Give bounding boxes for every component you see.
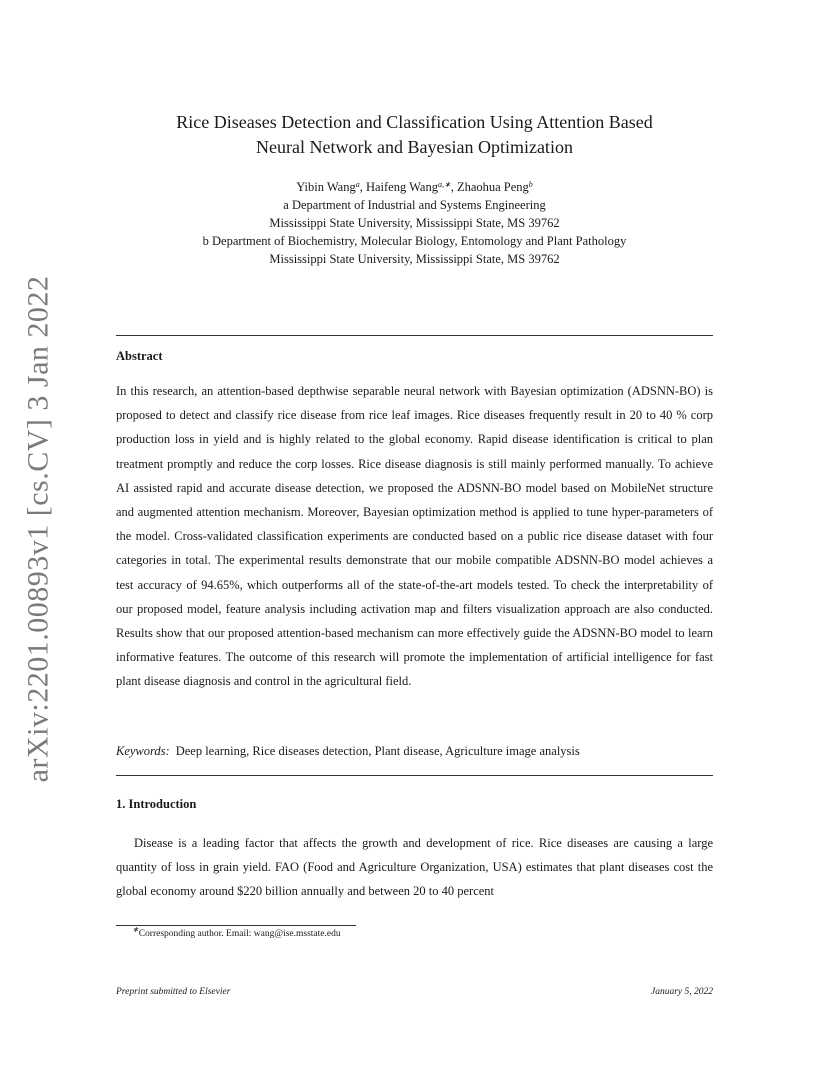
abstract-heading: Abstract [116,349,163,363]
author-3-affil: b [528,180,533,189]
keywords-line [116,744,713,759]
author-block [116,178,713,268]
author-separator: , [359,180,366,194]
affiliation-line: Mississippi State University, Mississippi State, MS 39762 [269,252,560,266]
arxiv-stamp-text: arXiv:2201.00893v1 [cs.CV] 3 Jan 2022 [21,275,54,783]
footer-date: January 5, 2022 [650,987,713,997]
footnote-text: Corresponding author. Email: wang@ise.msstate.edu [138,929,341,939]
title-line-2: Neural Network and Bayesian Optimization [256,137,573,157]
affiliation-line: Mississippi State University, Mississippi State, MS 39762 [269,216,560,230]
section-heading-introduction: 1. Introduction [116,797,197,811]
author-1: Yibin Wang [296,180,356,194]
author-separator: , [450,180,457,194]
author-2-affil: a,∗ [437,180,451,189]
footnote-rule [116,925,356,926]
author-1-affil: a [355,180,360,189]
abstract-top-rule [116,335,713,336]
author-3: Zhaohua Peng [456,180,529,194]
abstract-bottom-rule [116,775,713,776]
footnote [132,925,729,939]
affiliation-line: b Department of Biochemistry, Molecular Biology, Entomology and Plant Pathology [202,234,627,248]
author-names [116,178,713,196]
abstract-body: In this research, an attention-based depthwise separable neural network with Bayesian optimization (ADSNN-BO) is proposed to detect and classify rice disease from rice leaf images. Rice diseases frequently result in 20 to 40 % corp production loss in yield and is highly related to the global economy. Rapid disease identification is critical to plan treatment promptly and reduce the corp losses. Rice disease diagnosis is still mainly performed manually. To achieve AI assisted rapid and accurate disease detection, we proposed the ADSNN-BO model based on MobileNet structure and augmented attention mechanism. Moreover, Bayesian optimization method is applied to tune hyper-parameters of the model. Cross-validated classification experiments are conducted based on a public rice disease dataset with four categories in total. The experimental results demonstrate that our mobile compatible ADSNN-BO model achieves a test accuracy of 94.65%, which outperforms all of the state-of-the-art models tested. To check the interpretability of our proposed model, feature analysis including activation map and filters visualization approach are also conducted. Results show that our proposed attention-based mechanism can more effectively guide the ADSNN-BO model to learn informative features. The outcome of this research will promote the implementation of artificial intelligence for fast plant disease diagnosis and control in the agricultural field. [116,384,713,689]
paper-title [116,110,713,160]
title-line-1: Rice Diseases Detection and Classification Using Attention Based [176,112,653,132]
introduction-paragraph: Disease is a leading factor that affects the growth and development of rice. Rice diseases are causing a large quantity of loss in grain yield. FAO (Food and Agriculture Organization, USA) estimates that plant diseases cost the global economy around $220 billion annually and between 20 to 40 percent [116,836,713,899]
footnote-mark: ∗ [132,925,139,934]
author-2: Haifeng Wang [365,180,438,194]
arxiv-stamp [16,275,60,783]
footer-preprint-note: Preprint submitted to Elsevier [116,987,231,997]
page-footer [116,987,713,997]
keywords-text: Deep learning, Rice diseases detection, Plant disease, Agriculture image analysis [175,744,580,758]
affiliation-line: a Department of Industrial and Systems Engineering [283,198,546,212]
keywords-label: Keywords: [116,744,170,758]
